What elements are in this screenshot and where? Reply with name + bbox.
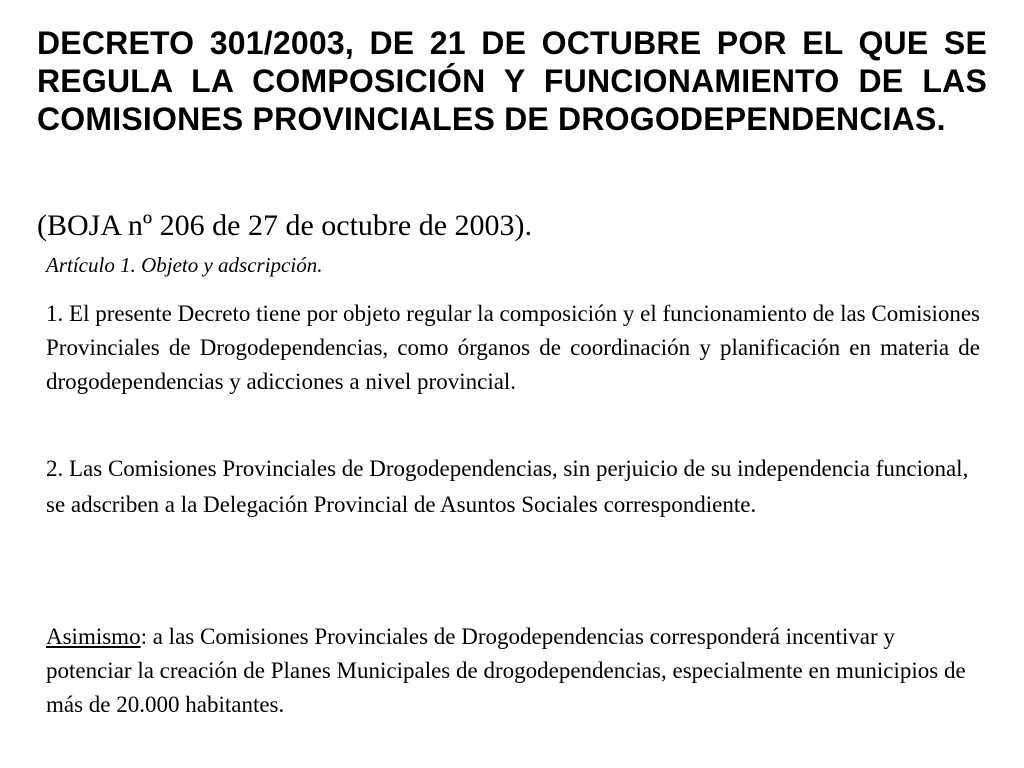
article-heading: Artículo 1. Objeto y adscripción. bbox=[46, 253, 323, 277]
paragraph-3 bbox=[46, 620, 980, 722]
paragraph-2: 2. Las Comisiones Provinciales de Drogodependencias, sin perjuicio de su independencia funcional, se adscriben a la Delegación Provincial de Asuntos Sociales correspondiente. bbox=[46, 456, 969, 517]
paragraph-1: 1. El presente Decreto tiene por objeto regular la composición y el funcionamiento de las Comisiones Provinciales de Drogodependencias, como órganos de coordinación y planificación en materia de drogodependencias y adicciones a nivel provincial. bbox=[46, 301, 980, 394]
asimismo-lead: Asimismo bbox=[46, 624, 141, 649]
decree-title: DECRETO 301/2003, DE 21 DE OCTUBRE POR EL QUE SE REGULA LA COMPOSICIÓN Y FUNCIONAMIENTO DE LAS COMISIONES PROVINCIALES DE DROGODEPENDENCIAS. bbox=[37, 25, 987, 137]
boja-reference: (BOJA nº 206 de 27 de octubre de 2003). bbox=[37, 209, 533, 242]
paragraph-3-text: : a las Comisiones Provinciales de Drogodependencias corresponderá incentivar y potenciar la creación de Planes Municipales de drogodependencias, especialmente en municipios de más de 20.000 habitantes. bbox=[46, 624, 966, 717]
